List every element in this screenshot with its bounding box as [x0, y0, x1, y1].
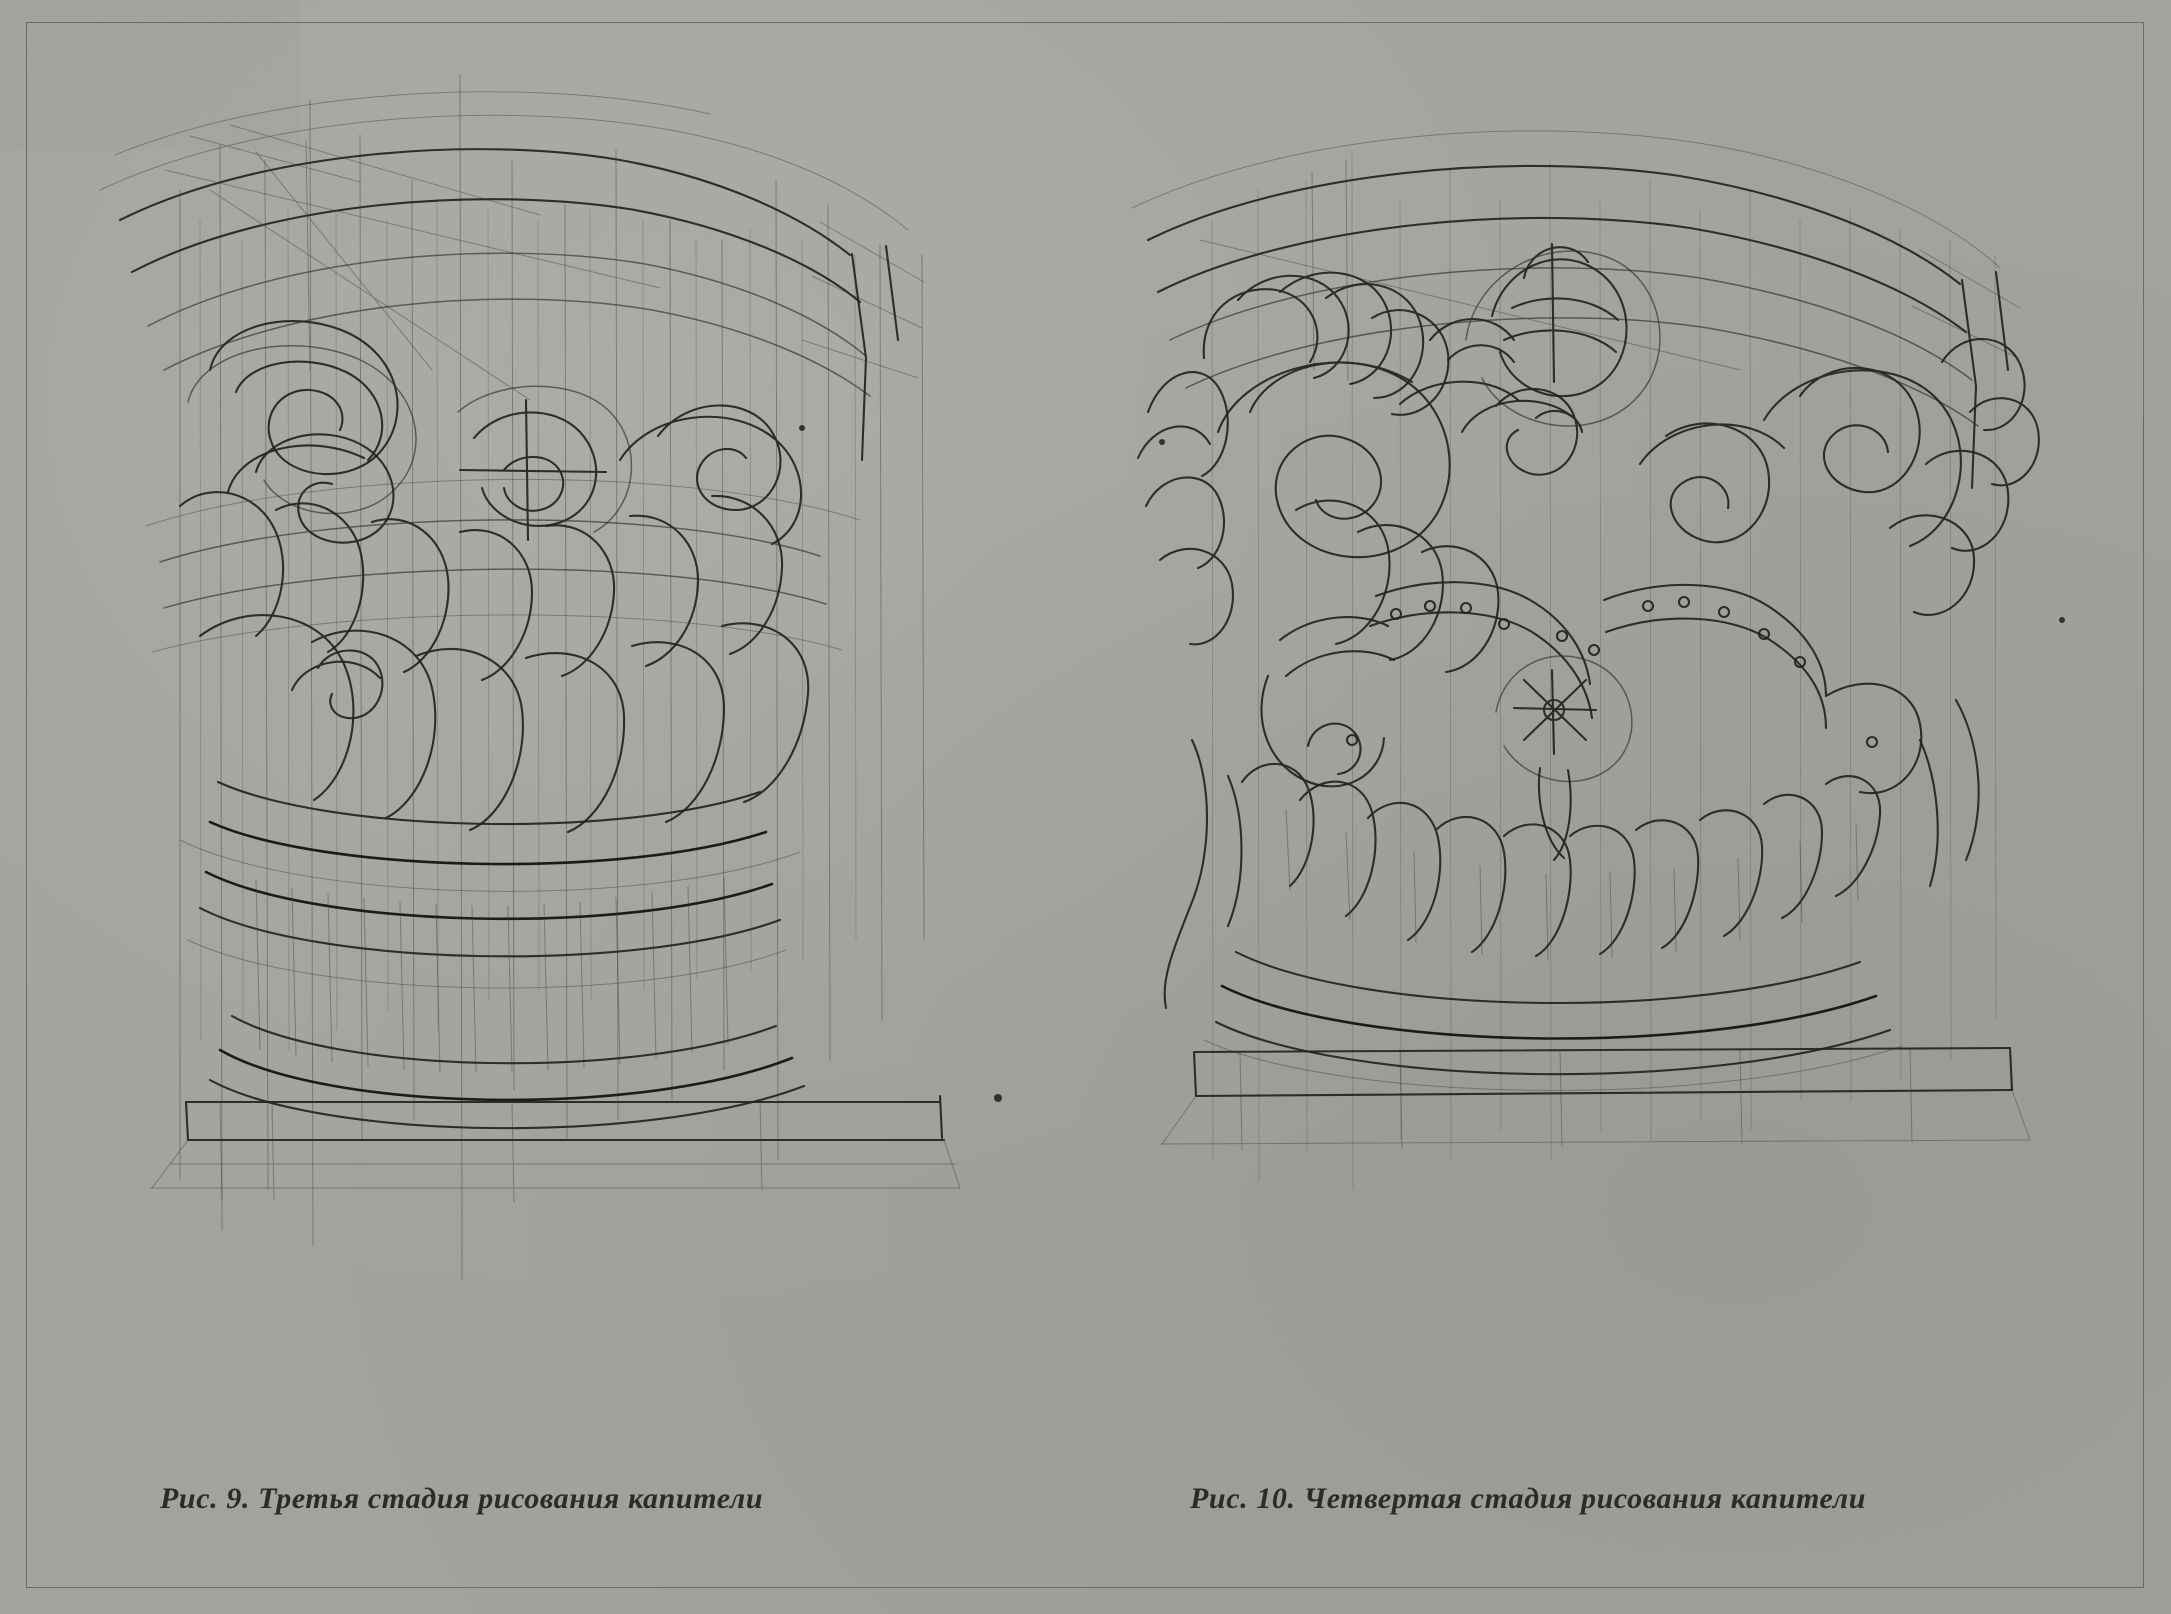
figure-9-caption: Рис. 9. Третья стадия рисования капители [160, 1482, 764, 1515]
figure-9-drawing [60, 40, 1090, 1380]
figure-10-caption: Рис. 10. Четвертая стадия рисования капители [1190, 1482, 1866, 1515]
figure-10-drawing [1100, 40, 2130, 1380]
